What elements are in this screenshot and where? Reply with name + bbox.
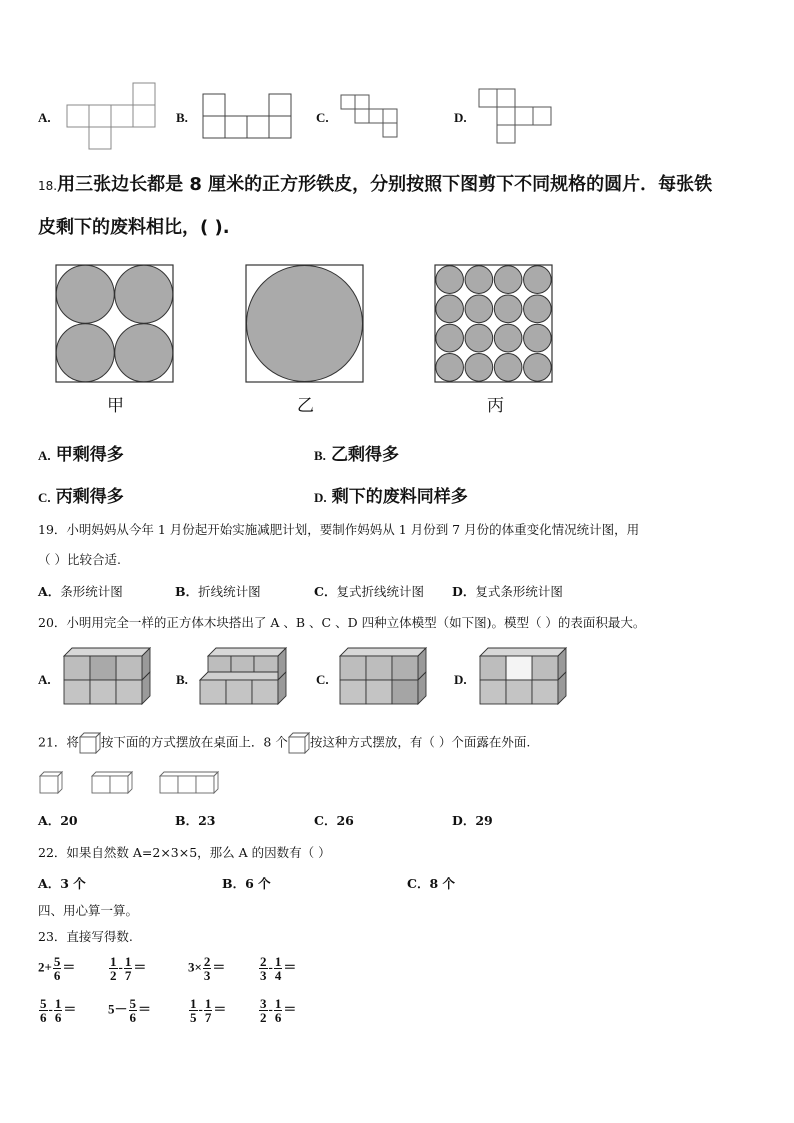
- fraction: [274, 997, 283, 1024]
- cube-icon: [79, 732, 101, 754]
- expr-operator: -: [198, 1001, 203, 1017]
- circle-piece: [436, 266, 464, 294]
- q19-option-d-text: 复式条形统计图: [475, 584, 563, 599]
- expr-equals: ＝: [138, 1001, 152, 1017]
- q18-label-jia: 甲: [107, 396, 124, 416]
- q18-option-a[interactable]: [38, 440, 124, 465]
- q22-option-a-letter: A．: [38, 876, 61, 891]
- q21-option-c[interactable]: [314, 811, 354, 829]
- fraction-denominator: 4: [274, 968, 282, 983]
- fraction-denominator: 2: [110, 968, 117, 983]
- q23-expression: [108, 997, 151, 1024]
- expr-equals: ＝: [62, 959, 76, 975]
- q20-model-c: [338, 646, 430, 712]
- q20-model-a: [62, 646, 154, 712]
- fraction-numerator: 2: [260, 954, 267, 969]
- section-4-title: 四、用心算一算。: [38, 903, 139, 918]
- q17-option-b-label: B.: [176, 110, 188, 125]
- q18-option-a-letter: A.: [38, 448, 51, 463]
- q20-text: 20．小明用完全一样的正方体木块搭出了 A 、B 、C 、D 四种立体模型（如下图)。模型（ ）的表面积最大。: [38, 615, 646, 630]
- circle-piece: [524, 324, 552, 352]
- q21-option-b[interactable]: [175, 811, 215, 829]
- q21-option-a-text: 20: [60, 813, 78, 828]
- q17-net-c: [340, 94, 400, 140]
- circle-piece: [494, 354, 522, 382]
- q19-option-c-text: 复式折线统计图: [336, 584, 424, 599]
- fraction-denominator: 6: [54, 1010, 62, 1025]
- fraction-denominator: 6: [53, 968, 61, 983]
- q23-expression: [38, 997, 76, 1024]
- fraction-numerator: 5: [40, 996, 47, 1011]
- q21-question: [38, 732, 530, 754]
- fraction-numerator: 1: [204, 996, 212, 1011]
- fraction-denominator: 7: [124, 968, 132, 983]
- q22-option-b-text: 6 个: [245, 876, 271, 891]
- q19-option-a-text: 条形统计图: [60, 584, 123, 599]
- q17-option-d-label: D.: [454, 110, 467, 125]
- expr-equals: ＝: [63, 1001, 77, 1017]
- fraction: [189, 997, 198, 1024]
- expr-lead: 2+: [38, 959, 52, 975]
- q22-option-b-letter: B．: [222, 876, 246, 891]
- q20-model-d: [478, 646, 570, 712]
- fraction-numerator: 3: [260, 996, 267, 1011]
- expr-operator: -: [268, 959, 273, 975]
- q18-label-yi: 乙: [297, 396, 314, 416]
- q19-option-a-letter: A．: [38, 584, 61, 599]
- expr-lead: 5－: [108, 1001, 128, 1017]
- circle-piece: [465, 324, 493, 352]
- fraction: [39, 997, 48, 1024]
- fraction-numerator: 1: [110, 954, 117, 969]
- circle-piece: [494, 324, 522, 352]
- q18-option-a-text: 甲剩得多: [55, 445, 124, 465]
- q17-net-d: [478, 88, 552, 146]
- q23-expression: [108, 955, 146, 982]
- q22-text: 22．如果自然数 A=2×3×5，那么 A 的因数有（ ）: [38, 845, 331, 860]
- circle-piece: [524, 266, 552, 294]
- fraction-denominator: 3: [203, 968, 211, 983]
- q19-text-line1: 19．小明妈妈从今年 1 月份起开始实施减肥计划，要制作妈妈从 1 月份到 7 月份的体重变化情况统计图，用: [38, 522, 640, 537]
- q19-option-c-letter: C．: [314, 584, 337, 599]
- q19-option-c[interactable]: [314, 582, 424, 600]
- fraction-denominator: 5: [190, 1010, 197, 1025]
- q18-option-d-text: 剩下的废料同样多: [331, 487, 468, 507]
- circle-piece: [524, 354, 552, 382]
- expr-equals: ＝: [283, 1001, 297, 1017]
- q23-expression: [258, 955, 296, 982]
- q17-net-b: [202, 93, 294, 139]
- q22-option-c-letter: C．: [407, 876, 430, 891]
- q19-option-d[interactable]: [452, 582, 563, 600]
- q18-option-c-letter: C.: [38, 490, 51, 505]
- q21-option-d-text: 29: [475, 813, 493, 828]
- q19-text-line2: （ ）比较合适.: [38, 552, 121, 567]
- q20-option-a-label: A.: [38, 672, 51, 687]
- q18-label-bing: 丙: [487, 396, 504, 416]
- q18-question: [38, 170, 712, 196]
- q22-option-b[interactable]: [222, 874, 271, 892]
- q21-option-d[interactable]: [452, 811, 493, 829]
- expr-operator: -: [268, 1001, 273, 1017]
- q18-figure-yi: [245, 264, 365, 384]
- q19-option-d-letter: D．: [452, 584, 476, 599]
- q18-number: 18.: [38, 179, 58, 193]
- q21-cube-arrangements: [38, 770, 238, 796]
- q17-option-a-label: A.: [38, 110, 51, 125]
- q18-text-line1: 用三张边长都是 8 厘米的正方形铁皮，分别按照下图剪下不同规格的圆片．每张铁: [57, 174, 713, 195]
- fraction-denominator: 6: [129, 1010, 137, 1025]
- fraction-numerator: 1: [124, 954, 132, 969]
- q18-figure-jia: [55, 264, 175, 384]
- circle-piece: [494, 266, 522, 294]
- q22-option-a-text: 3 个: [60, 876, 86, 891]
- expr-operator: -: [48, 1001, 53, 1017]
- circle-piece: [465, 266, 493, 294]
- q23-expression: [258, 997, 296, 1024]
- q19-option-b-text: 折线统计图: [198, 584, 261, 599]
- circle-piece: [436, 324, 464, 352]
- fraction: [109, 955, 118, 982]
- fraction-numerator: 5: [53, 954, 61, 969]
- q18-option-c-text: 丙剩得多: [55, 487, 124, 507]
- q21-text-c: 按这种方式摆放，有（ ）个面露在外面.: [309, 734, 531, 750]
- q22-option-a[interactable]: [38, 874, 86, 892]
- fraction-numerator: 2: [203, 954, 211, 969]
- q21-option-a[interactable]: [38, 811, 78, 829]
- fraction-numerator: 1: [54, 996, 62, 1011]
- q21-option-b-text: 23: [198, 813, 216, 828]
- q18-option-b[interactable]: [314, 440, 399, 465]
- q21-option-c-text: 26: [336, 813, 354, 828]
- expr-lead: 3×: [188, 959, 202, 975]
- q18-option-d-letter: D.: [314, 490, 327, 505]
- fraction-denominator: 6: [40, 1010, 47, 1025]
- q18-option-b-text: 乙剩得多: [331, 445, 400, 465]
- cube-icon: [288, 732, 310, 754]
- q20-option-c-label: C.: [316, 672, 329, 687]
- fraction-denominator: 3: [260, 968, 267, 983]
- fraction-denominator: 7: [204, 1010, 212, 1025]
- q19-option-b-letter: B．: [175, 584, 199, 599]
- fraction: [53, 955, 62, 982]
- q23-text: 23．直接写得数.: [38, 929, 133, 944]
- fraction: [124, 955, 133, 982]
- q23-expression: [188, 955, 225, 982]
- q22-option-c[interactable]: [407, 874, 455, 892]
- q22-option-c-text: 8 个: [429, 876, 456, 891]
- expr-operator: -: [118, 959, 123, 975]
- q21-text-b: 按下面的方式摆放在桌面上．8 个: [100, 734, 288, 750]
- q20-option-d-label: D.: [454, 672, 467, 687]
- q18-option-c[interactable]: [38, 482, 124, 507]
- q21-option-b-letter: B．: [175, 813, 199, 828]
- circle-piece: [465, 354, 493, 382]
- q23-expression: [188, 997, 226, 1024]
- q23-expression: [38, 955, 75, 982]
- expr-equals: ＝: [133, 959, 147, 975]
- q18-option-d[interactable]: [314, 482, 468, 507]
- q21-option-d-letter: D．: [452, 813, 476, 828]
- fraction: [129, 997, 138, 1024]
- fraction-numerator: 1: [190, 996, 197, 1011]
- circle-piece: [494, 295, 522, 323]
- fraction: [203, 955, 212, 982]
- expr-equals: ＝: [213, 1001, 227, 1017]
- q18-figure-bing: [434, 264, 554, 384]
- q18-text-line2: 皮剩下的废料相比，( ).: [38, 217, 230, 238]
- expr-equals: ＝: [283, 959, 297, 975]
- fraction: [204, 997, 213, 1024]
- fraction-numerator: 5: [129, 996, 137, 1011]
- fraction: [259, 955, 268, 982]
- expr-equals: ＝: [212, 959, 226, 975]
- q18-option-b-letter: B.: [314, 448, 326, 463]
- circle-piece: [436, 354, 464, 382]
- fraction-numerator: 1: [274, 996, 282, 1011]
- fraction: [259, 997, 268, 1024]
- q19-option-b[interactable]: [175, 582, 261, 600]
- circle-piece: [436, 295, 464, 323]
- circle-piece: [465, 295, 493, 323]
- q20-model-b: [198, 646, 290, 712]
- q17-net-a: [66, 82, 160, 150]
- fraction: [54, 997, 63, 1024]
- q21-text-a: 21．将: [38, 734, 79, 750]
- q19-option-a[interactable]: [38, 582, 123, 600]
- q17-option-c-label: C.: [316, 110, 329, 125]
- q21-option-a-letter: A．: [38, 813, 61, 828]
- fraction-denominator: 6: [274, 1010, 282, 1025]
- circle-piece: [524, 295, 552, 323]
- q21-option-c-letter: C．: [314, 813, 337, 828]
- q20-option-b-label: B.: [176, 672, 188, 687]
- fraction: [274, 955, 283, 982]
- fraction-denominator: 2: [260, 1010, 267, 1025]
- fraction-numerator: 1: [274, 954, 282, 969]
